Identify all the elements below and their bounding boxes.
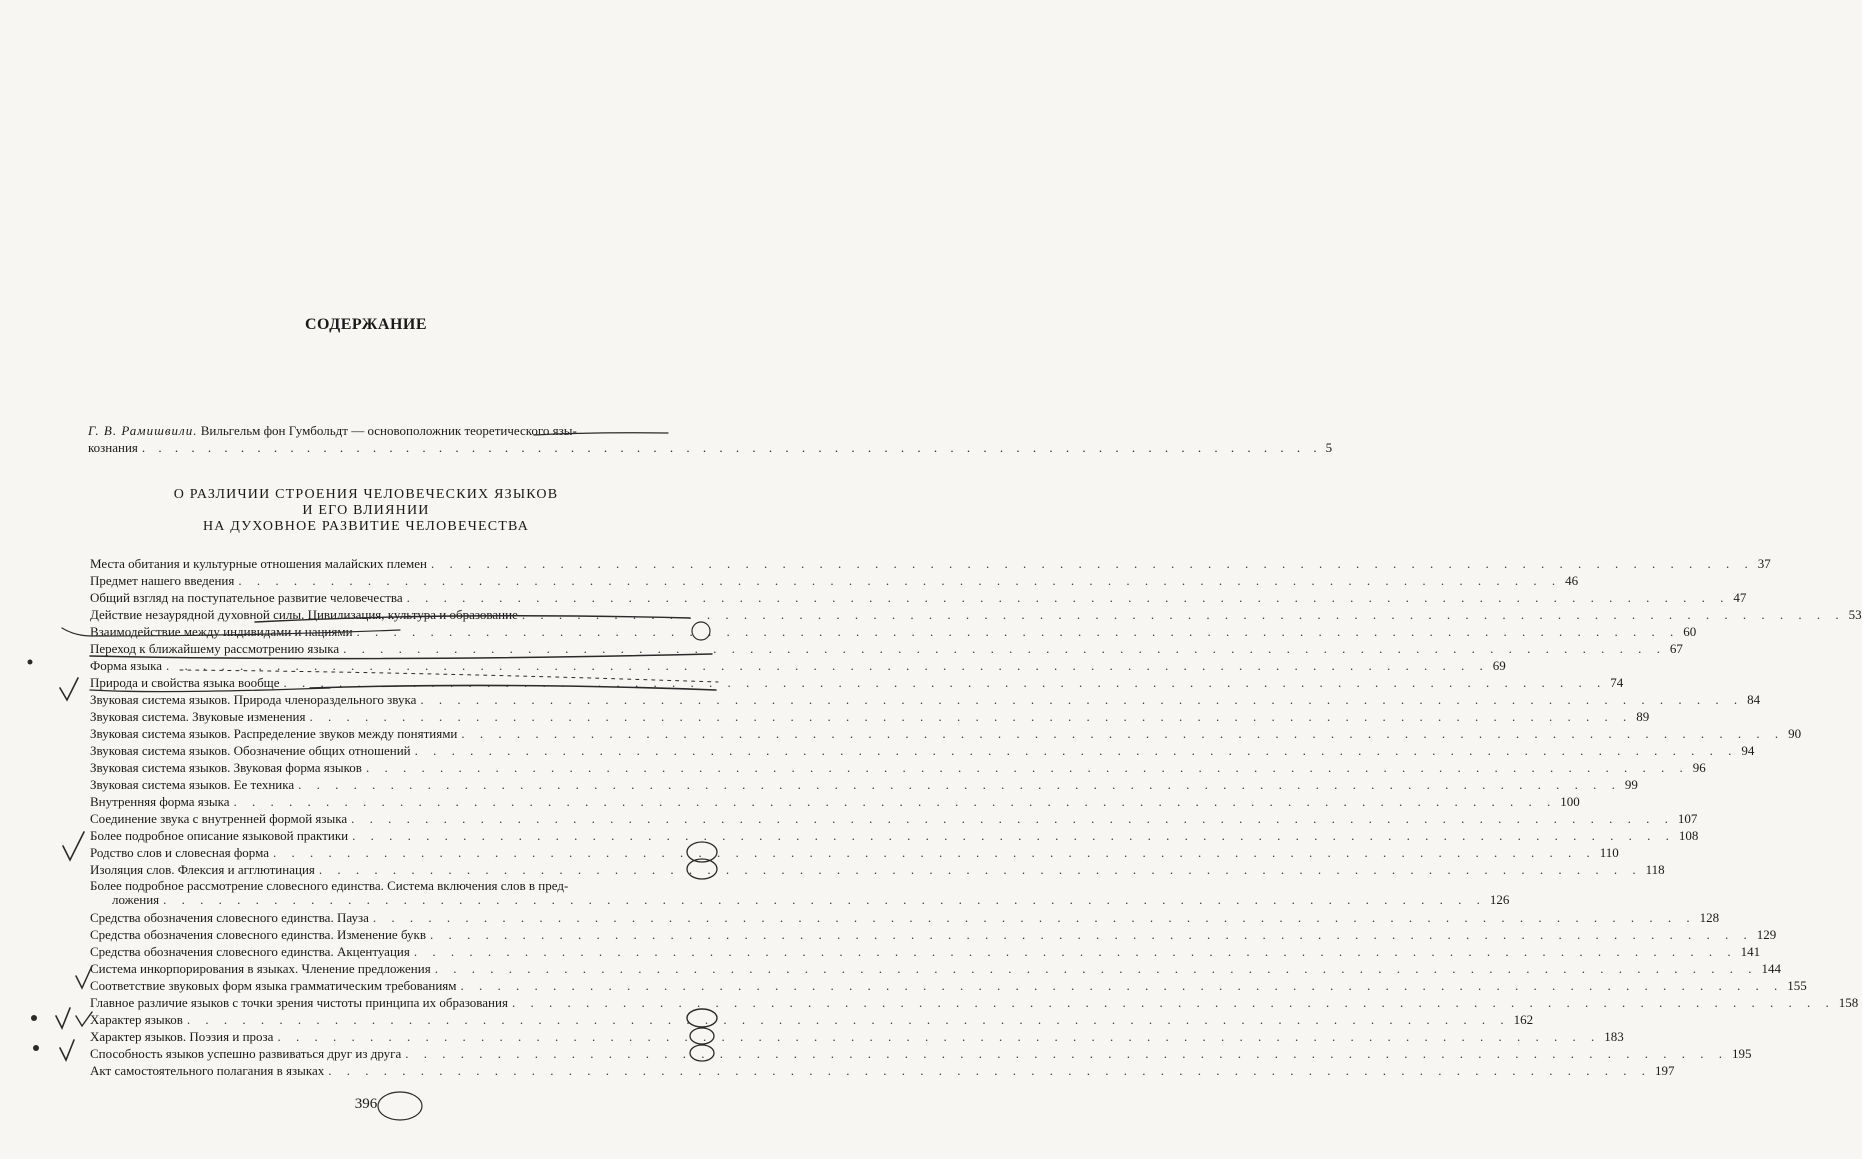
toc-item[interactable] [90, 759, 1706, 776]
toc-item-title: Общий взгляд на поступательное развитие человечества [90, 590, 403, 605]
toc-item[interactable] [90, 926, 1777, 943]
toc-item-page: 89 [1636, 709, 1650, 724]
toc-item[interactable] [90, 878, 1510, 907]
bullet-mark [33, 1045, 39, 1051]
toc-item-page: 183 [1604, 1029, 1624, 1044]
leader-dots: . . . . . . . . . . . . . . . . . . . . . . . . . . . . . . . . . . . . . . . . . . . . . . . . . . . . . . . . . . . . . . . . . . . . . . . . [298, 777, 1621, 792]
toc-item[interactable] [90, 1062, 1675, 1079]
toc-item[interactable] [90, 674, 1624, 691]
toc-item[interactable] [90, 742, 1755, 759]
toc-item[interactable] [90, 827, 1699, 844]
leader-dots: . . . . . . . . . . . . . . . . . . . . . . . . . . . . . . . . . . . . . . . . . . . . . . . . . . . . . . . . . . . . . . . . . . . . . . . . [238, 573, 1562, 588]
leader-dots: . . . . . . . . . . . . . . . . . . . . . . . . . . . . . . . . . . . . . . . . . . . . . . . . . . . . . . . . . . . . . . . . . . . . . . . . [414, 743, 1738, 758]
toc-item-page: 155 [1787, 978, 1807, 993]
leader-dots: . . . . . . . . . . . . . . . . . . . . . . . . . . . . . . . . . . . . . . . . . . . . . . . . . . . . . . . . . . . . . . . . . . . . . . . . [233, 794, 1557, 809]
bullet-mark [28, 660, 33, 665]
toc-item-page: 53 [1848, 607, 1862, 622]
toc-item-page: 108 [1678, 828, 1699, 843]
toc-item-page: 144 [1761, 961, 1781, 976]
toc-item-title: Родство слов и словесная форма [90, 845, 270, 860]
toc-item[interactable] [90, 572, 1579, 589]
toc-item-page: 126 [1489, 892, 1510, 907]
leader-dots: . . . . . . . . . . . . . . . . . . . . . . . . . . . . . . . . . . . . . . . . . . . . . . . . . . . . . . . . . . . . . . . . . . . . . . . . [461, 726, 1785, 741]
toc-item-title: Характер языков. Поэзия и проза [90, 1029, 274, 1044]
toc-item-page: 46 [1565, 573, 1579, 588]
toc-item[interactable] [90, 606, 1862, 623]
intro-line1 [88, 422, 712, 439]
intro-entry[interactable] [88, 422, 1333, 456]
toc-item-page: 129 [1756, 927, 1777, 942]
toc-item-title: Средства обозначения словесного единства. Изменение букв [90, 927, 427, 942]
toc-item[interactable] [90, 691, 1761, 708]
toc-item-page: 195 [1732, 1046, 1752, 1061]
toc-item-title: Характер языков [90, 1012, 183, 1027]
toc-item-title: Звуковая система языков. Ее техника [90, 777, 295, 792]
toc-item-page: 74 [1610, 675, 1624, 690]
leader-dots: . . . . . . . . . . . . . . . . . . . . . . . . . . . . . . . . . . . . . . . . . . . . . . . . . . . . . . . . . . . . . . . . . . . . . . . . [343, 641, 1666, 656]
leader-dots: . . . . . . . . . . . . . . . . . . . . . . . . . . . . . . . . . . . . . . . . . . . . . . . . . . . . . . . . . . . . . . . . . . . . . . . . [309, 709, 1633, 724]
toc-item-title: Звуковая система языков. Природа членораздельного звука [90, 692, 417, 707]
leader-dots: . . . . . . . . . . . . . . . . . . . . . . . . . . . . . . . . . . . . . . . . . . . . . . . . . . . . . . . . . . . . . . . . . . . . . . . . [328, 1063, 1651, 1078]
toc-item[interactable] [90, 555, 1771, 572]
table-of-contents [90, 555, 1862, 1079]
leader-dots: . . . . . . . . . . . . . . . . . . . . . . . . . . . . . . . . . . . . . . . . . . . . . . . . . . . . . . . . . . . . . . . . . . . . . . . . [413, 944, 1737, 959]
toc-item-title: Более подробное описание языковой практики [90, 828, 349, 843]
toc-item-title: Действие незаурядной духовной силы. Цивилизация, культура и образование [90, 607, 518, 622]
section-heading-line3: НА ДУХОВНОЕ РАЗВИТИЕ ЧЕЛОВЕЧЕСТВА [202, 519, 530, 534]
toc-item-title: Соединение звука с внутренней формой языка [90, 811, 348, 826]
toc-item-page: 94 [1741, 743, 1755, 758]
toc-item-page: 162 [1513, 1012, 1534, 1027]
toc-item-title: Соответствие звуковых форм языка грамматическим требованиям [90, 978, 457, 993]
toc-item-title: Внутренняя форма языка [90, 794, 230, 809]
toc-item[interactable] [90, 943, 1761, 960]
toc-item-title: Форма языка [90, 658, 162, 673]
section-heading-line2: И ЕГО ВЛИЯНИИ [302, 503, 430, 518]
toc-item[interactable] [90, 623, 1697, 640]
toc-item[interactable] [90, 1011, 1534, 1028]
toc-item[interactable] [90, 776, 1638, 793]
toc-item-page: 128 [1699, 910, 1720, 925]
intro-text-line1: Вильгельм фон Гумбольдт — основоположник теоретического язы- [200, 423, 577, 438]
page-title: СОДЕРЖАНИЕ [304, 316, 428, 333]
toc-item-page: 90 [1788, 726, 1802, 741]
toc-item[interactable] [90, 1028, 1624, 1045]
leader-dots: . . . . . . . . . . . . . . . . . . . . . . . . . . . . . . . . . . . . . . . . . . . . . . . . . . . . . . . . . . . . . . . . . . . . . . . . [365, 760, 1689, 775]
toc-item[interactable] [90, 861, 1665, 878]
toc-item[interactable] [90, 640, 1683, 657]
check-mark-icon [56, 1008, 70, 1028]
toc-item-title: Акт самостоятельного полагания в языках [90, 1063, 325, 1078]
intro-text-line2: кознания [88, 440, 138, 455]
toc-item-page: 47 [1733, 590, 1747, 605]
toc-item-title: Природа и свойства языка вообще [90, 675, 280, 690]
toc-item-page: 141 [1740, 944, 1761, 959]
leader-dots: . . . . . . . . . . . . . . . . . . . . . . . . . . . . . . . . . . . . . . . . . . . . . . . . . . . . . . . . . . . . . . . . . . . . . . . . [372, 910, 1696, 925]
page-number: 396 [354, 1096, 378, 1112]
toc-item-title: Более подробное рассмотрение словесного единства. Система включения слов в пред- [90, 878, 569, 893]
leader-dots: . . . . . . . . . . . . . . . . . . . . . . . . . . . . . . . . . . . . . . . . . . . . . . . . . . . . . . . . . . . . . . . . . . . . . . . . [283, 675, 1607, 690]
leader-dots: . . . . . . . . . . . . . . . . . . . . . . . . . . . . . . . . . . . . . . . . . . . . . . . . . . . . . . . . . . . . . . . . . . . . . . . . [420, 692, 1744, 707]
leader-dots: . . . . . . . . . . . . . . . . . . . . . . . . . . . . . . . . . . . . . . . . . . . . . . . . . . . . . . . . . . . . . . . . . . . . . . . . [351, 811, 1674, 826]
toc-item-title: Способность языков успешно развиваться друг из друга [90, 1046, 402, 1061]
toc-item[interactable] [90, 793, 1580, 810]
toc-item-page: 100 [1560, 794, 1580, 809]
toc-item[interactable] [90, 844, 1619, 861]
toc-item-page: 197 [1654, 1063, 1675, 1078]
toc-item-title: Взаимодействие между индивидами и нациями [90, 624, 353, 639]
toc-item-title: Средства обозначения словесного единства. Пауза [90, 910, 369, 925]
toc-item-title: Звуковая система языков. Звуковая форма языков [90, 760, 362, 775]
leader-dots: . . . . . . . . . . . . . . . . . . . . . . . . . . . . . . . . . . . . . . . . . . . . . . . . . . . . . . . . . . . . . . . . . . . . . . . . [405, 1046, 1729, 1061]
toc-item-page: 158 [1838, 995, 1859, 1010]
leader-dots: . . . . . . . . . . . . . . . . . . . . . . . . . . . . . . . . . . . . . . . . . . . . . . . . . . . . . . . . . . . . . . . . . . . . . . . . [430, 927, 1753, 942]
leader-dots: . . . . . . . . . . . . . . . . . . . . . . . . . . . . . . . . . . . . . . . . . . . . . . . . . . . . . . . . . . . . . . . . . . . . . . . . [318, 862, 1642, 877]
toc-item-page: 107 [1677, 811, 1698, 826]
leader-dots: . . . . . . . . . . . . . . . . . . . . . . . . . . . . . . . . . . . . . . . . . . . . . . . . . . . . . . . . . . . . . . . . . . . . . . . . [352, 828, 1675, 843]
toc-item-page: 110 [1599, 845, 1619, 860]
toc-item-page: 99 [1624, 777, 1638, 792]
toc-item-title: Предмет нашего введения [90, 573, 235, 588]
check-mark-icon [60, 1040, 74, 1060]
leader-dots: . . . . . . . . . . . . . . . . . . . . . . . . . . . . . . . . . . . . . . . . . . . . . . . . . . . . . . . . . . . . . . . . . . . . . . . . [186, 1012, 1510, 1027]
toc-item[interactable] [90, 725, 1802, 742]
check-mark-icon [60, 678, 78, 700]
leader-dots: . . . . . . . . . . . . . . . . . . . . . . . . . . . . . . . . . . . . . . . . . . . . . . . . . . . . . . . . . . . . . . . . . . . . . . . . [511, 995, 1835, 1010]
leader-dots: . . . . . . . . . . . . . . . . . . . . . . . . . . . . . . . . . . . . . . . . . . . . . . . . . . . . . . . . . . . . . . . . . . . . . . . . [430, 556, 1754, 571]
toc-item[interactable] [90, 810, 1698, 827]
toc-item[interactable] [90, 977, 1807, 994]
toc-item-page: 67 [1669, 641, 1683, 656]
intro-author: Г. В. Рамишвили. [88, 423, 198, 438]
leader-dots: . . . . . . . . . . . . . . . . . . . . . . . . . . . . . . . . . . . . . . . . . . . . . . . . . . . . . . . . . . . . . . . . . . . . . . . . [356, 624, 1680, 639]
bullet-mark [31, 1015, 37, 1021]
leader-dots: . . . . . . . . . . . . . . . . . . . . . . . . . . . . . . . . . . . . . . . . . . . . . . . . . . . . . . . . . . . . . . . . . . . . . . . . [460, 978, 1784, 993]
toc-item-page: 84 [1747, 692, 1761, 707]
toc-item-title: Звуковая система языков. Обозначение общих отношений [90, 743, 411, 758]
toc-item-page: 69 [1492, 658, 1506, 673]
toc-item[interactable] [90, 960, 1781, 977]
leader-dots: . . . . . . . . . . . . . . . . . . . . . . . . . . . . . . . . . . . . . . . . . . . . . . . . . . . . . . . . . . . . . . . . . . . . . . . . [273, 845, 1596, 860]
toc-item-title: Средства обозначения словесного единства. Акцентуация [90, 944, 410, 959]
toc-item[interactable] [90, 589, 1747, 606]
leader-dots: . . . . . . . . . . . . . . . . . . . . . . . . . . . . . . . . . . . . . . . . . . . . . . . . . . . . . . . . . . . . . . . . . . . . . . . . [521, 607, 1845, 622]
leader-dots: . . . . . . . . . . . . . . . . . . . . . . . . . . . . . . . . . . . . . . . . . . . . . . . . . . . . . . . . . . . . . . . . . . . . . . . . [406, 590, 1730, 605]
leader-dots: . . . . . . . . . . . . . . . . . . . . . . . . . . . . . . . . . . . . . . . . . . . . . . . . . . . . . . . . . . . . . . . . . . . . . . . . [141, 440, 1322, 455]
leader-dots: . . . . . . . . . . . . . . . . . . . . . . . . . . . . . . . . . . . . . . . . . . . . . . . . . . . . . . . . . . . . . . . . . . . . . . . . [277, 1029, 1601, 1044]
toc-item-title: Переход к ближайшему рассмотрению языка [90, 641, 340, 656]
toc-item[interactable] [90, 657, 1506, 674]
section-heading [0, 487, 732, 535]
check-mark-icon [63, 832, 84, 860]
toc-item-page: 60 [1683, 624, 1697, 639]
toc-item[interactable] [90, 708, 1650, 725]
leader-dots: . . . . . . . . . . . . . . . . . . . . . . . . . . . . . . . . . . . . . . . . . . . . . . . . . . . . . . . . . . . . . . . . . . . . . . . . [434, 961, 1758, 976]
toc-item[interactable] [90, 909, 1720, 926]
toc-item-page: 118 [1645, 862, 1665, 877]
toc-item[interactable] [90, 1045, 1752, 1062]
leader-dots: . . . . . . . . . . . . . . . . . . . . . . . . . . . . . . . . . . . . . . . . . . . . . . . . . . . . . . . . . . . . . . . . . . . . . . . . [163, 892, 1486, 907]
section-heading-line1: О РАЗЛИЧИИ СТРОЕНИЯ ЧЕЛОВЕЧЕСКИХ ЯЗЫКОВ [173, 487, 559, 502]
toc-item[interactable] [90, 994, 1859, 1011]
toc-item-title: Звуковая система. Звуковые изменения [90, 709, 306, 724]
toc-item-title: Звуковая система языков. Распределение звуков между понятиями [90, 726, 458, 741]
toc-item-page: 37 [1757, 556, 1771, 571]
toc-item-page: 96 [1692, 760, 1706, 775]
toc-item-title: Изоляция слов. Флексия и агглютинация [90, 862, 315, 877]
toc-item-title: Места обитания и культурные отношения малайских племен [90, 556, 427, 571]
toc-item-title: Главное различие языков с точки зрения чистоты принципа их образования [90, 995, 508, 1010]
intro-page: 5 [1325, 440, 1333, 455]
leader-dots: . . . . . . . . . . . . . . . . . . . . . . . . . . . . . . . . . . . . . . . . . . . . . . . . . . . . . . . . . . . . . . . . . . . . . . . . [165, 658, 1489, 673]
toc-item-title-continued: ложения [112, 892, 160, 907]
toc-item-title: Система инкорпорирования в языках. Членение предложения [90, 961, 431, 976]
